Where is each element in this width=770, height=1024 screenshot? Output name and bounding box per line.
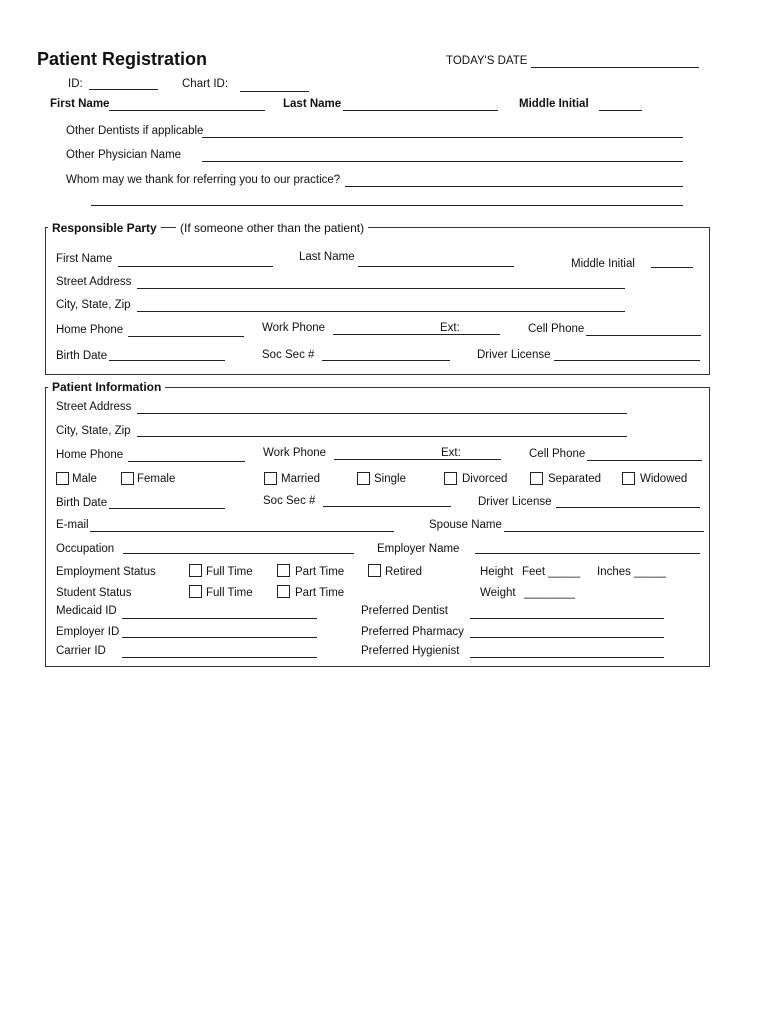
rp-home-phone-field[interactable] <box>128 336 244 337</box>
employment-part-time-label: Part Time <box>295 566 345 578</box>
rp-cell-phone-field[interactable] <box>586 335 701 336</box>
middle-initial-field[interactable] <box>599 110 642 111</box>
pref-dentist-label: Preferred Dentist <box>361 605 448 617</box>
other-dentists-field[interactable] <box>202 137 683 138</box>
pref-hygienist-label: Preferred Hygienist <box>361 645 460 657</box>
referral-label: Whom may we thank for referring you to our practice? <box>66 174 341 186</box>
page-title: Patient Registration <box>37 49 208 69</box>
pi-city-label: City, State, Zip <box>56 425 131 437</box>
rp-middle-initial-label: Middle Initial <box>571 258 635 270</box>
rp-last-name-field[interactable] <box>358 266 514 267</box>
referral-field-extra[interactable] <box>91 205 683 206</box>
pi-birth-date-label: Birth Date <box>56 497 108 509</box>
pi-work-phone-label: Work Phone <box>263 447 327 459</box>
pi-cell-phone-field[interactable] <box>587 460 702 461</box>
pi-ext-label: Ext: <box>441 447 461 459</box>
first-name-field[interactable] <box>109 110 265 111</box>
weight-label: Weight <box>480 587 516 599</box>
female-checkbox[interactable] <box>121 472 134 485</box>
student-status-label: Student Status <box>56 587 132 599</box>
retired-checkbox[interactable] <box>368 564 381 577</box>
student-part-time-checkbox[interactable] <box>277 585 290 598</box>
rp-work-phone-label: Work Phone <box>262 322 326 334</box>
rp-ssn-field[interactable] <box>322 360 450 361</box>
rp-birth-date-field[interactable] <box>109 360 225 361</box>
pi-street-field[interactable] <box>137 413 627 414</box>
pi-work-phone-field[interactable] <box>334 459 501 460</box>
pi-cell-phone-label: Cell Phone <box>529 448 586 460</box>
pref-hygienist-field[interactable] <box>470 657 664 658</box>
todays-date-label: TODAY'S DATE <box>446 55 528 67</box>
rp-work-phone-field[interactable] <box>333 334 500 335</box>
pi-email-field[interactable] <box>90 531 394 532</box>
medicaid-field[interactable] <box>122 618 317 619</box>
married-label: Married <box>281 473 320 485</box>
pref-pharmacy-field[interactable] <box>470 637 664 638</box>
employer-id-label: Employer ID <box>56 626 120 638</box>
student-part-time-label: Part Time <box>295 587 345 599</box>
pi-employer-field[interactable] <box>475 553 700 554</box>
pi-ssn-label: Soc Sec # <box>263 495 316 507</box>
pi-ssn-field[interactable] <box>323 506 451 507</box>
patient-information-title: Patient Information <box>48 380 165 395</box>
rp-driver-license-field[interactable] <box>554 360 700 361</box>
pi-home-phone-field[interactable] <box>128 461 245 462</box>
pi-driver-license-label: Driver License <box>478 496 552 508</box>
id-field[interactable] <box>89 89 158 90</box>
middle-initial-label: Middle Initial <box>519 98 589 110</box>
rp-driver-license-label: Driver License <box>477 349 551 361</box>
married-checkbox[interactable] <box>264 472 277 485</box>
female-label: Female <box>137 473 176 485</box>
responsible-party-title: Responsible Party <box>48 221 161 236</box>
referral-field[interactable] <box>345 186 683 187</box>
carrier-id-field[interactable] <box>122 657 317 658</box>
separated-checkbox[interactable] <box>530 472 543 485</box>
chart-id-label: Chart ID: <box>182 78 229 90</box>
height-label: Height <box>480 566 514 578</box>
rp-cell-phone-label: Cell Phone <box>528 323 585 335</box>
pref-dentist-field[interactable] <box>470 618 664 619</box>
divorced-label: Divorced <box>462 473 508 485</box>
height-feet-field[interactable]: Feet _____ <box>522 566 581 578</box>
rp-middle-initial-field[interactable] <box>651 267 693 268</box>
rp-street-field[interactable] <box>137 288 625 289</box>
male-checkbox[interactable] <box>56 472 69 485</box>
other-physician-label: Other Physician Name <box>66 149 182 161</box>
rp-ssn-label: Soc Sec # <box>262 349 315 361</box>
weight-field[interactable]: ________ <box>524 587 576 599</box>
employment-full-time-checkbox[interactable] <box>189 564 202 577</box>
pi-employer-label: Employer Name <box>377 543 460 555</box>
single-checkbox[interactable] <box>357 472 370 485</box>
rp-home-phone-label: Home Phone <box>56 324 124 336</box>
widowed-checkbox[interactable] <box>622 472 635 485</box>
medicaid-label: Medicaid ID <box>56 605 117 617</box>
pref-pharmacy-label: Preferred Pharmacy <box>361 626 464 638</box>
first-name-label: First Name <box>50 98 110 110</box>
todays-date-field[interactable] <box>531 67 699 68</box>
rp-city-label: City, State, Zip <box>56 299 131 311</box>
pi-city-field[interactable] <box>137 436 627 437</box>
id-label: ID: <box>68 78 83 90</box>
separated-label: Separated <box>548 473 602 485</box>
pi-street-label: Street Address <box>56 401 132 413</box>
widowed-label: Widowed <box>640 473 688 485</box>
rp-first-name-field[interactable] <box>118 266 273 267</box>
employer-id-field[interactable] <box>122 637 317 638</box>
male-label: Male <box>72 473 97 485</box>
rp-street-label: Street Address <box>56 276 132 288</box>
last-name-label: Last Name <box>283 98 342 110</box>
employment-full-time-label: Full Time <box>206 566 253 578</box>
student-full-time-label: Full Time <box>206 587 253 599</box>
pi-email-label: E-mail <box>56 519 89 531</box>
rp-city-field[interactable] <box>137 311 625 312</box>
employment-status-label: Employment Status <box>56 566 156 578</box>
student-full-time-checkbox[interactable] <box>189 585 202 598</box>
responsible-party-section <box>45 227 710 375</box>
carrier-id-label: Carrier ID <box>56 645 106 657</box>
pi-home-phone-label: Home Phone <box>56 449 124 461</box>
chart-id-field[interactable] <box>240 91 309 92</box>
height-inches-field[interactable]: Inches _____ <box>597 566 667 578</box>
pi-occupation-label: Occupation <box>56 543 115 555</box>
last-name-field[interactable] <box>343 110 498 111</box>
single-label: Single <box>374 473 406 485</box>
pi-birth-date-field[interactable] <box>109 508 225 509</box>
rp-first-name-label: First Name <box>56 253 113 265</box>
other-dentists-label: Other Dentists if applicable <box>66 125 204 137</box>
rp-birth-date-label: Birth Date <box>56 350 108 362</box>
pi-driver-license-field[interactable] <box>556 507 700 508</box>
pi-spouse-label: Spouse Name <box>429 519 502 531</box>
pi-occupation-field[interactable] <box>123 553 354 554</box>
divorced-checkbox[interactable] <box>444 472 457 485</box>
pi-spouse-field[interactable] <box>504 531 704 532</box>
employment-part-time-checkbox[interactable] <box>277 564 290 577</box>
rp-last-name-label: Last Name <box>299 251 355 263</box>
rp-ext-label: Ext: <box>440 322 460 334</box>
retired-label: Retired <box>385 566 423 578</box>
responsible-party-subtitle: (If someone other than the patient) <box>176 221 368 236</box>
other-physician-field[interactable] <box>202 161 683 162</box>
